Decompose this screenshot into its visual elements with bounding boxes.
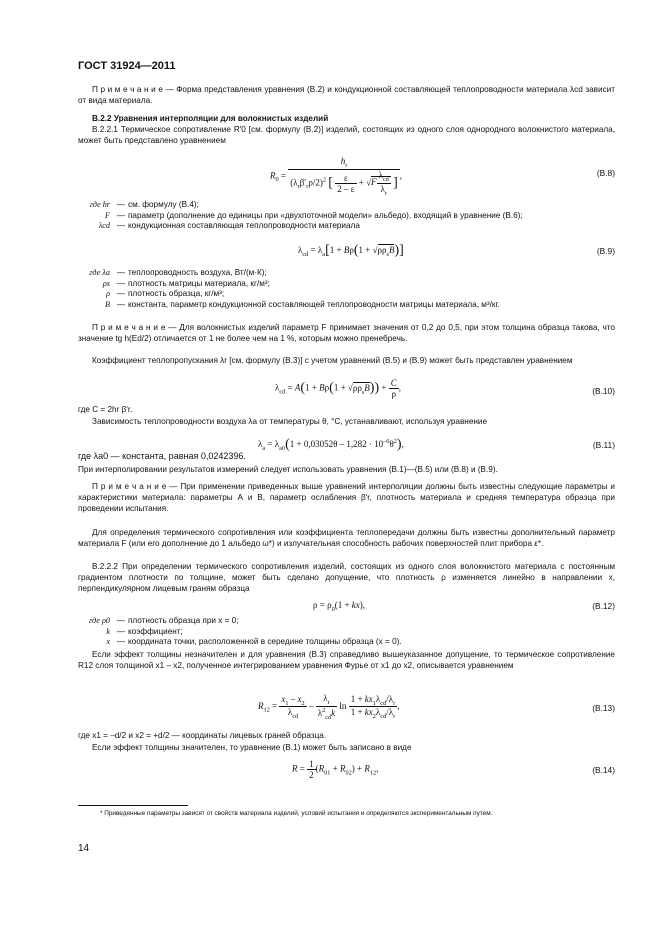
definition-row: ρs — плотность матрицы материала, кг/м³;	[102, 278, 270, 288]
paragraph: В.2.2.1 Термическое сопротивление R′0 [см. формулу (В.2)] изделий, состоящих из одного слоя однородного волокнистого материала, может быть представлено уравнением	[78, 125, 615, 146]
equation-number: (В.10)	[592, 386, 615, 396]
equation-number: (В.11)	[592, 440, 615, 450]
equation-b13: $R_{12}$ = $\frac{x_1 - x_2}{\lambda_{cd}}$ – $\frac{\lambda_r}{\lambda^2_{cd}k}$ ln $\frac{1 + kx_1\lambda_{cd}/\lambda_r}{1 + kx_2\lambda_{cd}/\lambda_r}$ ,	[258, 693, 400, 721]
paragraph: где x1 = –d/2 и x2 = +d/2 — координаты лицевых граней образца.	[78, 731, 327, 740]
equation-number: (В.13)	[592, 703, 615, 713]
footnote: * Приведенные параметры зависят от свойств материала изделий, условий испытания и определяются экспериментальным путем.	[100, 810, 493, 817]
definition-row: где hr — см. формулу (В.4);	[89, 200, 199, 209]
section-title: В.2.2 Уравнения интерполяции для волокнистых изделий	[92, 114, 329, 123]
note-paragraph: П р и м е ч а н и е — Форма представления уравнения (В.2) и кондукционной составляющей теплопроводности материала λcd зависит от вида материала.	[78, 85, 615, 106]
equation-b12: $\rho = \rho_0(1 + kx)$,	[313, 600, 366, 613]
equation-number: (В.12)	[592, 601, 615, 611]
definitions-b9	[78, 268, 618, 310]
definition-row: x — координата точки, расположенной в середине толщины образца (x = 0).	[106, 637, 402, 647]
definitions-b12	[78, 616, 618, 648]
equation-b10: $\lambda_{cd} = A(1 + B\rho(1 + √\rho\rho_sB))$ + $\frac{C}{\rho}$ ,	[275, 378, 401, 399]
paragraph: где λa0 — константа, равная 0,0242396.	[78, 451, 246, 461]
equation-b11: $\lambda_a = \lambda_{a0}(1 + 0,03052\theta - 1,282 \cdot 10^{-6}\theta^2)$,	[258, 437, 404, 452]
equation-number: (В.8)	[596, 168, 615, 178]
paragraph: Если эффект толщины незначителен и для уравнения (В.3) справедливо вышеуказанное допущение, то термическое сопротивление R12 слоя толщиной x1 – x2, полученное интегрированием уравнения Фурье от x1 до x2, описывается уравнением	[78, 650, 615, 671]
note-paragraph: П р и м е ч а н и е — Для волокнистых изделий параметр F принимает значения от 0,2 до 0,5, при этом толщина образца такова, что значение tg h(Ed/2) отличается от 1 не более чем на 1 %, которым можно пренебречь.	[78, 323, 615, 344]
equation-number: (В.14)	[592, 765, 615, 775]
definition-row: где ρ0 — плотность образца при x = 0;	[88, 616, 239, 625]
definition-row: ρ — плотность образца, кг/м³;	[106, 289, 225, 299]
paragraph: Для определения термического сопротивления или коэффициента теплопередачи должны быть известны дополнительный параметр материала F (или его дополнение до 1 альбедо ω*) и излучательная способность рабочих поверхностей плит прибора ε*.	[78, 528, 615, 549]
paragraph: где C = 2hr β′r.	[78, 405, 133, 414]
definition-row: F — параметр (дополнение до единицы при «двухпоточной модели» альбедо), входящий в уравнение (В.6);	[104, 210, 523, 220]
definition-row: B — константа, параметр кондукционной составляющей теплопроводности матрицы материала, м³/кг.	[104, 299, 500, 309]
definition-row: λcd — кондукционная составляющая теплопроводности материала	[98, 221, 360, 231]
paragraph: В.2.2.2 При определении термического сопротивления изделий, состоящих из одного слоя волокнистого материала с постоянным градиентом плотности по толщине, может быть сделано допущение, что плотность ρ изменяется линейно в направлении x, перпендикулярном лицевым граням образца	[78, 562, 615, 594]
paragraph: При интерполировании результатов измерений следует использовать уравнения (В.1)—(В.5) или (В.8) и (В.9).	[78, 465, 498, 474]
equation-b9: $\lambda_{cd} = \lambda_a[1 + B\rho(1 + √\rho\rho_sB)]$	[298, 243, 404, 258]
paragraph: Если эффект толщины значителен, то уравнение (В.1) может быть записано в виде	[92, 743, 412, 752]
equation-number: (В.9)	[596, 246, 615, 256]
document-header: ГОСТ 31924—2011	[78, 60, 176, 72]
definition-row: k — коэффициент;	[106, 626, 183, 636]
definitions-b8	[78, 200, 618, 232]
equation-b8: $R_0$ = $h_r$ $(\lambda_r\beta'_r\rho/2)^2$ [ $\frac{\varepsilon}{2 - \varepsilon}$ + √F $\frac{\lambda_{cd}}{\lambda_r}$ ] ,	[270, 156, 403, 197]
footnote-separator	[78, 805, 188, 806]
note-paragraph: П р и м е ч а н и е — При применении приведенных выше уравнений интерполяции должны быть известны следующие параметры и характеристики материала: параметры А и В, параметр ослабления β′r, плотность материала и средняя температура образца при проведении испытания.	[78, 482, 615, 514]
paragraph: Зависимость теплопроводности воздуха λa от температуры θ, °С, устанавливают, используя уравнение	[92, 417, 488, 426]
equation-b14: R = $\frac{1}{2}$ $(R_{01} + R_{02}) + R_{12}$,	[292, 759, 379, 780]
paragraph: Коэффициент теплопропускания λr [см. формулу (В.3)] с учетом уравнений (В.5) и (В.9) может быть представлен уравнением	[92, 356, 573, 365]
page-number: 14	[78, 843, 90, 854]
definition-row: где λa — теплопроводность воздуха, Вт/(м·К);	[89, 268, 267, 277]
